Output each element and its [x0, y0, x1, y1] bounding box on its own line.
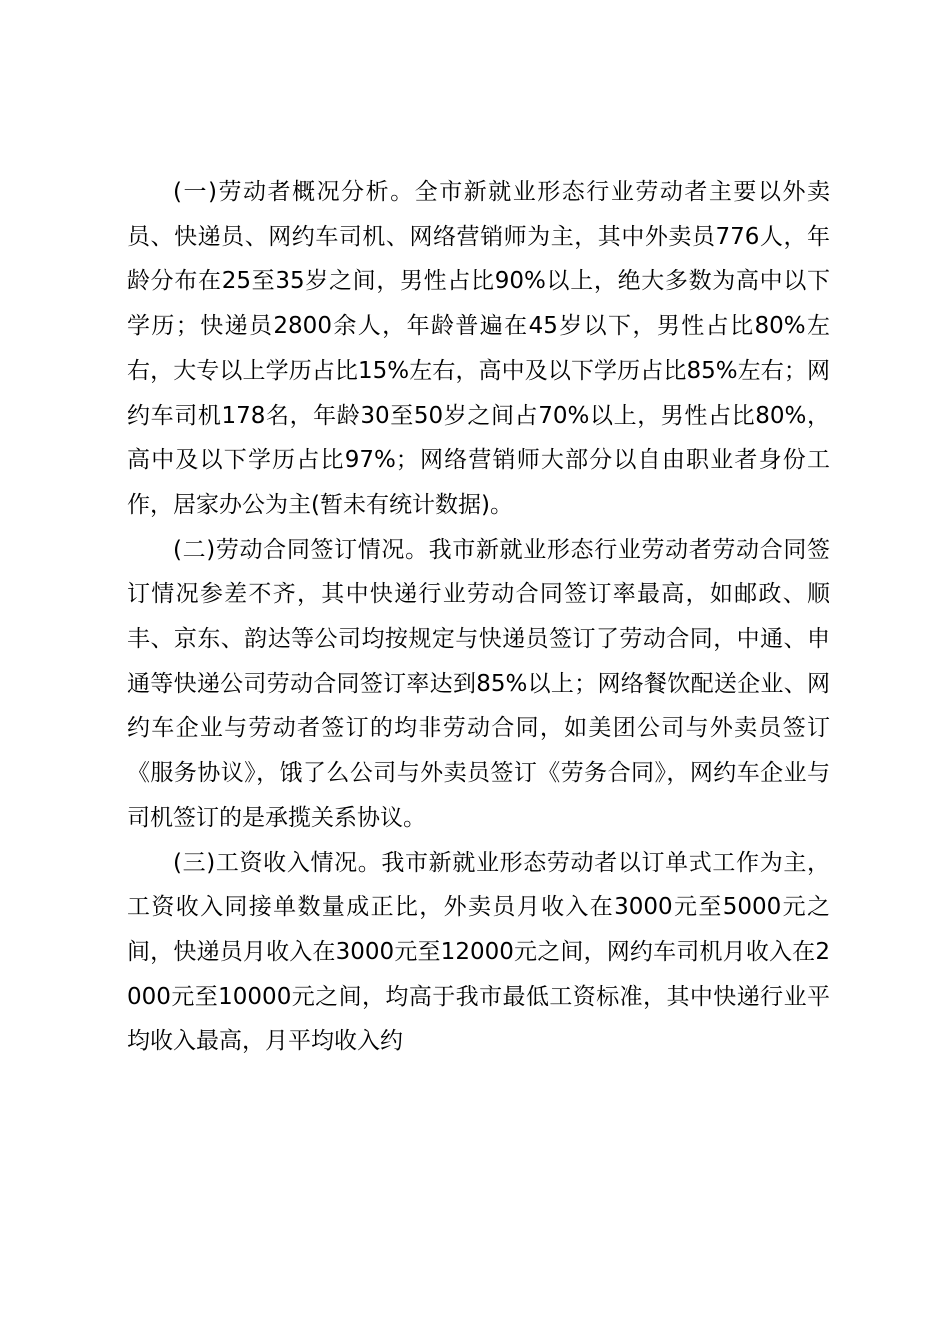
document-body [127, 170, 830, 1064]
paragraph-labor-overview: (一)劳动者概况分析。全市新就业形态行业劳动者主要以外卖员、快递员、网约车司机、网络营销师为主，其中外卖员776人，年龄分布在25至35岁之间，男性占比90%以上，绝大多数为高中以下学历；快递员2800余人，年龄普遍在45岁以下，男性占比80%左右，大专以上学历占比15%左右，高中及以下学历占比85%左右；网约车司机178名，年龄30至50岁之间占70%以上，男性占比80%，高中及以下学历占比97%；网络营销师大部分以自由职业者身份工作，居家办公为主(暂未有统计数据)。 [127, 179, 830, 518]
paragraph-wage-income: (三)工资收入情况。我市新就业形态劳动者以订单式工作为主，工资收入同接单数量成正比，外卖员月收入在3000元至5000元之间，快递员月收入在3000元至12000元之间，网约车司机月收入在2000元至10000元之间，均高于我市最低工资标准，其中快递行业平均收入最高，月平均收入约 [127, 849, 830, 1055]
paragraph-labor-contract: (二)劳动合同签订情况。我市新就业形态行业劳动者劳动合同签订情况参差不齐，其中快递行业劳动合同签订率最高，如邮政、顺丰、京东、韵达等公司均按规定与快递员签订了劳动合同，中通、申通等快递公司劳动合同签订率达到85%以上；网络餐饮配送企业、网约车企业与劳动者签订的均非劳动合同，如美团公司与外卖员签订《服务协议》，饿了么公司与外卖员签订《劳务合同》，网约车企业与司机签订的是承揽关系协议。 [127, 536, 830, 831]
